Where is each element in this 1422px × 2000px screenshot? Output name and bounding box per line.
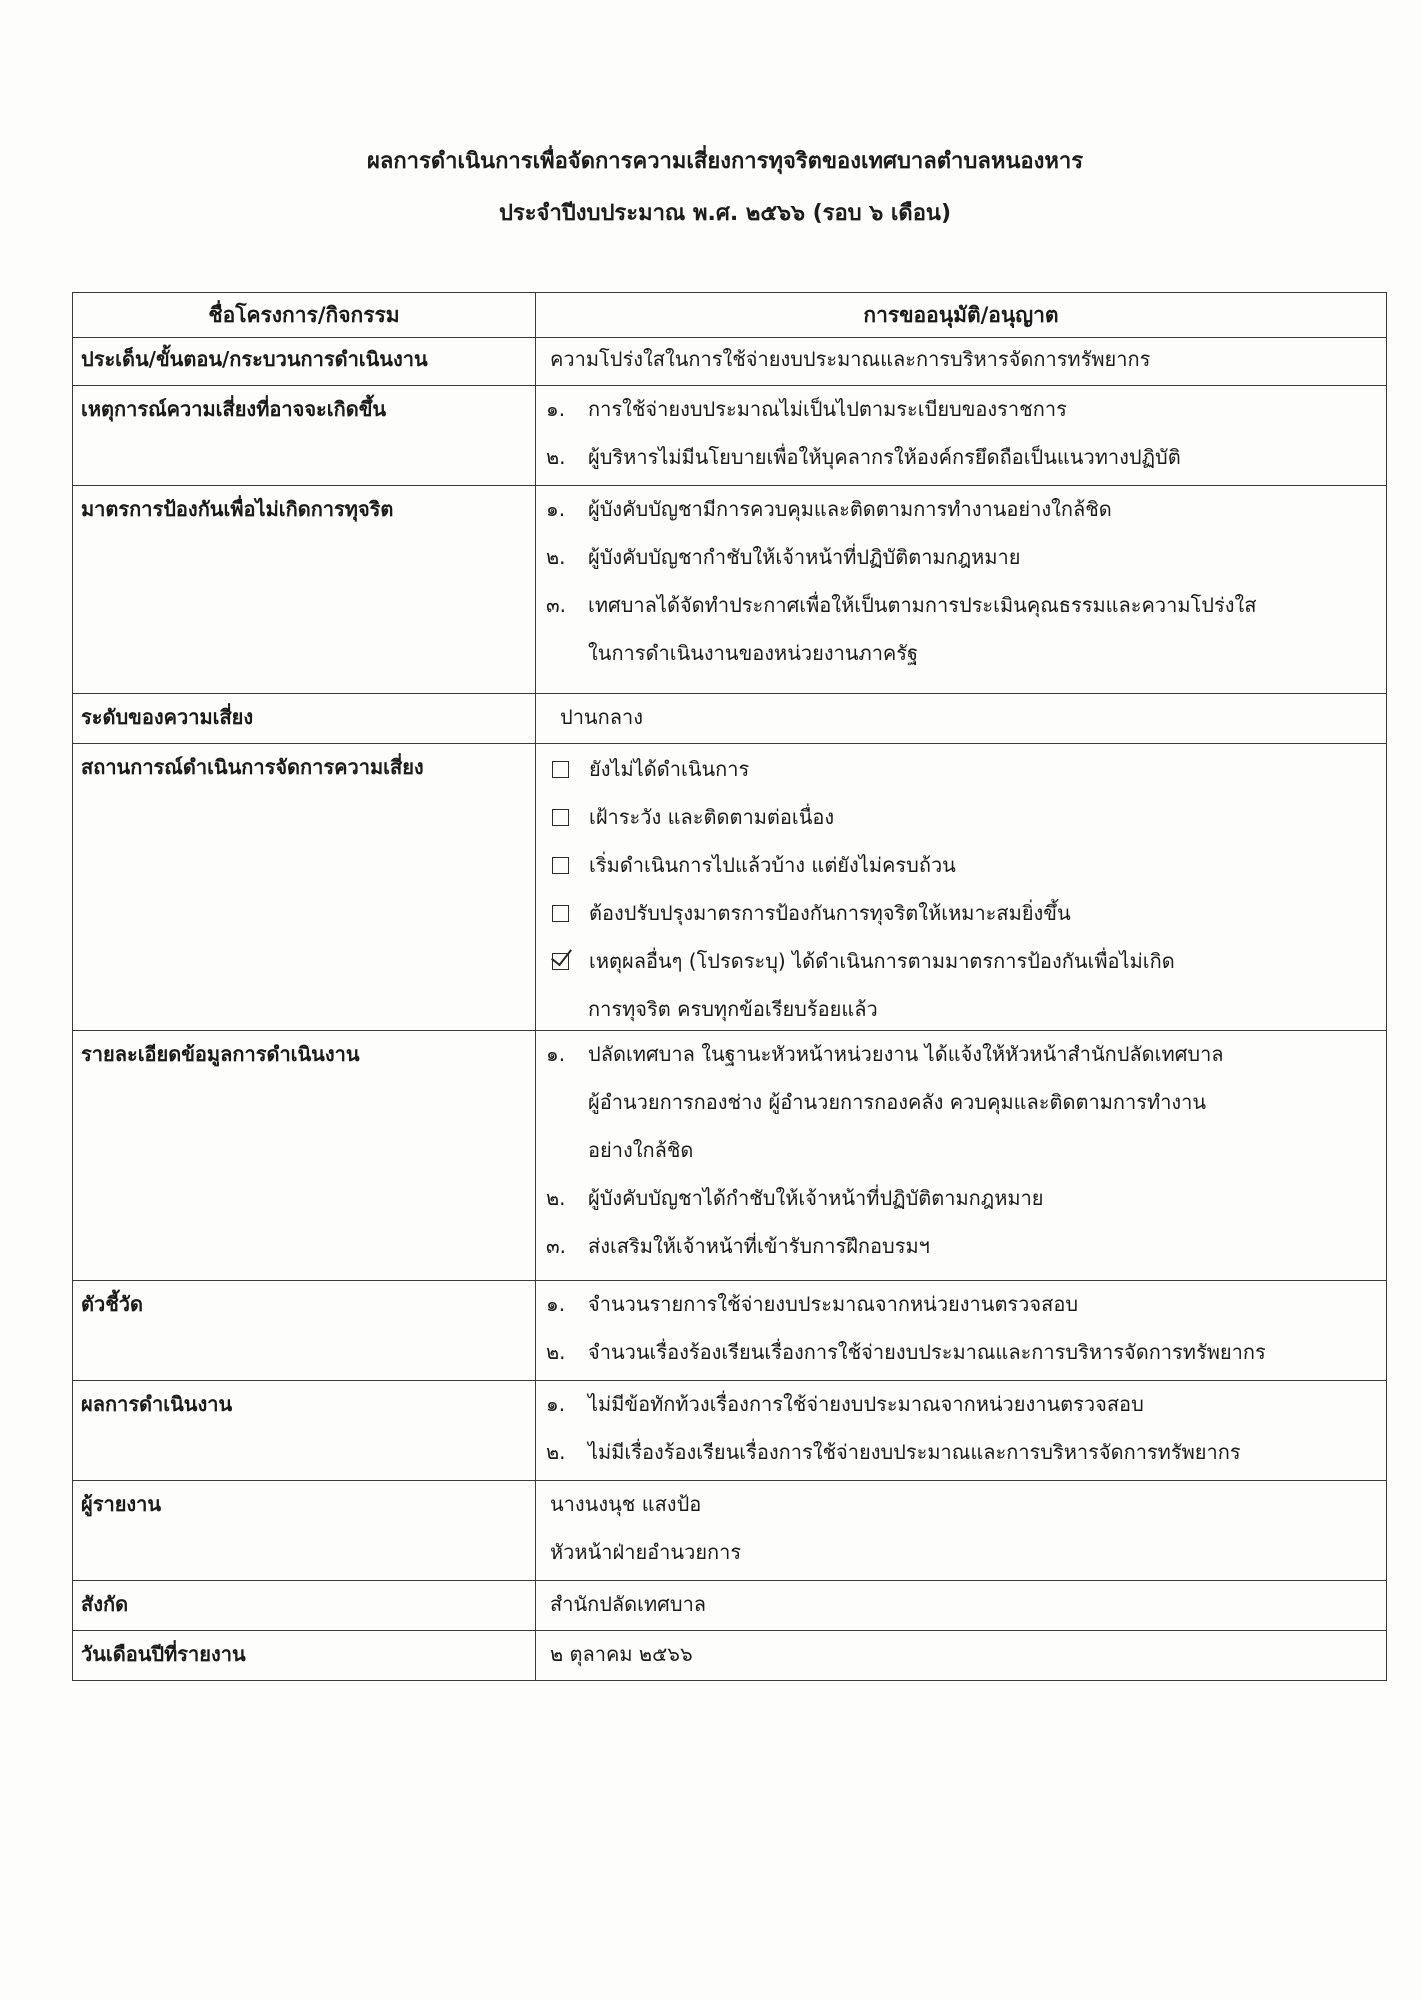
list-item [546, 1339, 1376, 1365]
checkbox-icon[interactable] [552, 905, 569, 922]
value-report-date [536, 1631, 1387, 1681]
list-item [546, 1391, 1376, 1417]
label-report-date: วันเดือนปีที่รายงาน [73, 1631, 536, 1681]
item-number: ๒. [546, 1340, 566, 1364]
value-indicators [536, 1281, 1387, 1381]
item-text: เทศบาลได้จัดทำประกาศเพื่อให้เป็นตามการประเมินคุณธรรมและความโปร่งใส [588, 593, 1257, 617]
header-project-name: ชื่อโครงการ/กิจกรรม [73, 293, 536, 338]
item-text: ไม่มีข้อทักท้วงเรื่องการใช้จ่ายงบประมาณจากหน่วยงานตรวจสอบ [588, 1392, 1144, 1416]
value-results [536, 1381, 1387, 1481]
document-title: ผลการดำเนินการเพื่อจัดการความเสี่ยงการทุจริตของเทศบาลตำบลหนองหาร [366, 149, 1084, 174]
label-indicators: ตัวชี้วัด [73, 1281, 536, 1381]
checkbox-icon[interactable] [552, 809, 569, 826]
item-text: จำนวนเรื่องร้องเรียนเรื่องการใช้จ่ายงบประมาณและการบริหารจัดการทรัพยากร [588, 1340, 1266, 1364]
row-report-date [73, 1631, 1387, 1681]
reporter-position: หัวหน้าฝ่ายอำนวยการ [550, 1540, 742, 1564]
list-item [546, 1185, 1376, 1211]
item-number: ๒. [546, 445, 566, 469]
option-text: เริ่มดำเนินการไปแล้วบ้าง แต่ยังไม่ครบถ้วน [589, 853, 956, 877]
row-reporter [73, 1481, 1387, 1581]
checkbox-icon[interactable] [552, 857, 569, 874]
item-number: ๒. [546, 1186, 566, 1210]
status-option-continuation: การทุจริต ครบทุกข้อเรียบร้อยแล้ว [588, 997, 878, 1021]
label-affiliation: สังกัด [73, 1581, 536, 1631]
option-text: ยังไม่ได้ดำเนินการ [589, 757, 750, 781]
process-text: ความโปร่งใสในการใช้จ่ายงบประมาณและการบริหารจัดการทรัพยากร [550, 347, 1151, 371]
item-text: การใช้จ่ายงบประมาณไม่เป็นไปตามระเบียบของราชการ [588, 397, 1067, 421]
label-risk-events: เหตุการณ์ความเสี่ยงที่อาจจะเกิดขึ้น [73, 386, 536, 486]
item-number: ๓. [546, 593, 567, 617]
list-item [546, 592, 1376, 618]
risk-level-text: ปานกลาง [560, 705, 643, 729]
item-number: ๑. [546, 1292, 566, 1316]
item-number: ๑. [546, 497, 566, 521]
list-item [546, 1439, 1376, 1465]
row-details [73, 1031, 1387, 1281]
affiliation-text: สำนักปลัดเทศบาล [550, 1592, 707, 1616]
row-prevention [73, 486, 1387, 694]
label-reporter: ผู้รายงาน [73, 1481, 536, 1581]
risk-report-table [72, 292, 1387, 1681]
list-item [546, 396, 1376, 422]
value-details [536, 1031, 1387, 1281]
row-indicators [73, 1281, 1387, 1381]
item-text: ส่งเสริมให้เจ้าหน้าที่เข้ารับการฝึกอบรมฯ [588, 1234, 930, 1258]
label-details: รายละเอียดข้อมูลการดำเนินงาน [73, 1031, 536, 1281]
row-risk-level [73, 694, 1387, 744]
label-prevention: มาตรการป้องกันเพื่อไม่เกิดการทุจริต [73, 486, 536, 694]
option-text: ต้องปรับปรุงมาตรการป้องกันการทุจริตให้เหมาะสมยิ่งขึ้น [589, 901, 1071, 925]
list-item [546, 496, 1376, 522]
option-text: เหตุผลอื่นๆ (โปรดระบุ) ได้ดำเนินการตามมาตรการป้องกันเพื่อไม่เกิด [589, 949, 1175, 973]
checkbox-checked-icon[interactable] [552, 953, 569, 970]
status-option [546, 804, 1376, 830]
table-header-row [73, 293, 1387, 338]
list-item-continuation: ผู้อำนวยการกองช่าง ผู้อำนวยการกองคลัง ควบคุมและติดตามการทำงาน [588, 1090, 1207, 1114]
status-option [546, 948, 1376, 974]
list-item [546, 444, 1376, 470]
list-item-continuation: อย่างใกล้ชิด [588, 1138, 694, 1162]
value-reporter [536, 1481, 1387, 1581]
report-date-text: ๒ ตุลาคม ๒๕๖๖ [550, 1642, 693, 1666]
status-option [546, 756, 1376, 782]
reporter-name: นางนงนุช แสงป้อ [550, 1492, 702, 1516]
item-number: ๒. [546, 545, 566, 569]
row-status [73, 744, 1387, 1031]
status-option [546, 852, 1376, 878]
item-number: ๑. [546, 397, 566, 421]
item-text: ผู้บังคับบัญชากำชับให้เจ้าหน้าที่ปฏิบัติตามกฎหมาย [588, 545, 1021, 569]
item-text: จำนวนรายการใช้จ่ายงบประมาณจากหน่วยงานตรวจสอบ [588, 1292, 1079, 1316]
value-prevention [536, 486, 1387, 694]
list-item [546, 1041, 1376, 1067]
list-item [546, 1291, 1376, 1317]
document-subtitle: ประจำปีงบประมาณ พ.ศ. ๒๕๖๖ (รอบ ๖ เดือน) [498, 201, 952, 226]
header-approval: การขออนุมัติ/อนุญาต [536, 293, 1387, 338]
value-affiliation [536, 1581, 1387, 1631]
value-risk-events [536, 386, 1387, 486]
item-text: ผู้บังคับบัญชามีการควบคุมและติดตามการทำงานอย่างใกล้ชิด [588, 497, 1112, 521]
value-status [536, 744, 1387, 1031]
item-text: ปลัดเทศบาล ในฐานะหัวหน้าหน่วยงาน ได้แจ้งให้หัวหน้าสำนักปลัดเทศบาล [588, 1042, 1224, 1066]
label-risk-level: ระดับของความเสี่ยง [73, 694, 536, 744]
list-item-continuation: ในการดำเนินงานของหน่วยงานภาครัฐ [588, 641, 919, 665]
status-option [546, 900, 1376, 926]
item-text: ผู้บริหารไม่มีนโยบายเพื่อให้บุคลากรให้องค์กรยึดถือเป็นแนวทางปฏิบัติ [588, 445, 1181, 469]
row-risk-events [73, 386, 1387, 486]
checkbox-icon[interactable] [552, 761, 569, 778]
option-text: เฝ้าระวัง และติดตามต่อเนื่อง [589, 805, 835, 829]
item-number: ๓. [546, 1234, 567, 1258]
item-number: ๑. [546, 1392, 566, 1416]
label-process: ประเด็น/ขั้นตอน/กระบวนการดำเนินงาน [73, 338, 536, 386]
item-number: ๑. [546, 1042, 566, 1066]
list-item [546, 544, 1376, 570]
value-risk-level [536, 694, 1387, 744]
label-results: ผลการดำเนินงาน [73, 1381, 536, 1481]
row-affiliation [73, 1581, 1387, 1631]
value-process [536, 338, 1387, 386]
label-status: สถานการณ์ดำเนินการจัดการความเสี่ยง [73, 744, 536, 1031]
row-process [73, 338, 1387, 386]
item-text: ผู้บังคับบัญชาได้กำชับให้เจ้าหน้าที่ปฏิบัติตามกฎหมาย [588, 1186, 1044, 1210]
item-number: ๒. [546, 1440, 566, 1464]
list-item [546, 1233, 1376, 1259]
item-text: ไม่มีเรื่องร้องเรียนเรื่องการใช้จ่ายงบประมาณและการบริหารจัดการทรัพยากร [588, 1440, 1241, 1464]
row-results [73, 1381, 1387, 1481]
